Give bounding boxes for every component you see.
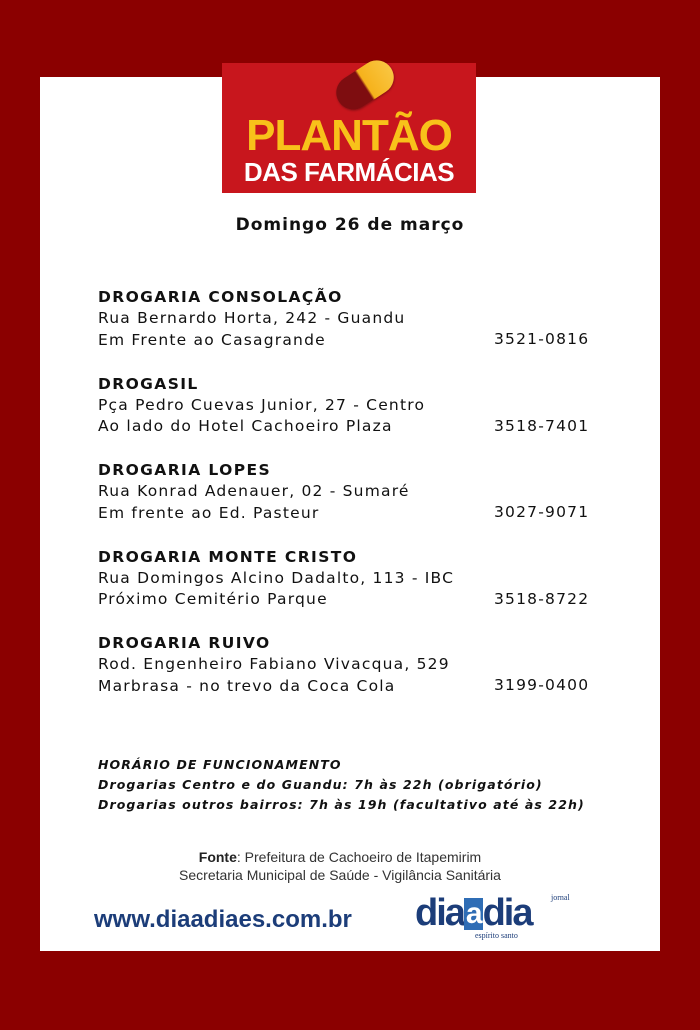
pharmacy-address: Rod. Engenheiro Fabiano Vivacqua, 529 — [98, 655, 450, 673]
pharmacy-address: Pça Pedro Cuevas Junior, 27 - Centro — [98, 395, 426, 414]
pharmacy-phone: 3199-0400 — [494, 676, 590, 694]
source-line2: Secretaria Municipal de Saúde - Vigilância Sanitária — [179, 867, 501, 883]
brand-wordmark — [415, 893, 532, 933]
pharmacy-reference: Em Frente ao Casagrande — [98, 330, 326, 349]
brand-jornal: jornal — [551, 893, 570, 902]
pharmacy-reference: Marbrasa - no trevo da Coca Cola — [98, 676, 396, 695]
pharmacy-phone: 3518-7401 — [494, 416, 590, 435]
logo-title-line2: DAS FARMÁCIAS — [243, 157, 455, 187]
hours-line-center: Drogarias Centro e do Guandu: 7h às 22h (obrigatório) — [98, 777, 543, 792]
pharmacy-name: DROGARIA RUIVO — [98, 634, 271, 652]
pharmacy-address: Rua Domingos Alcino Dadalto, 113 - IBC — [98, 568, 455, 587]
pharmacy-reference: Em frente ao Ed. Pasteur — [98, 503, 320, 522]
pharmacy-list — [98, 286, 618, 719]
hours-line-other: Drogarias outros bairros: 7h às 19h (facultativo até às 22h) — [98, 797, 585, 812]
diaadia-logo — [415, 893, 580, 943]
logo-title-line1: PLANTÃO — [246, 111, 452, 160]
website-link[interactable]: www.diaadiaes.com.br — [94, 906, 352, 933]
opening-hours — [98, 755, 638, 815]
source-line1: : Prefeitura de Cachoeiro de Itapemirim — [236, 849, 482, 865]
brand-a: a — [465, 897, 481, 930]
source-credit — [40, 848, 640, 884]
pharmacy-entry — [98, 546, 618, 633]
hours-title: HORÁRIO DE FUNCIONAMENTO — [98, 757, 342, 772]
pharmacy-name: DROGASIL — [98, 374, 199, 393]
date-heading: Domingo 26 de março — [235, 215, 465, 235]
pharmacy-entry — [98, 459, 618, 546]
pharmacy-name: DROGARIA LOPES — [98, 461, 272, 479]
pharmacy-entry — [98, 286, 618, 373]
pharmacy-entry — [98, 632, 618, 719]
plantao-logo — [222, 63, 476, 193]
pharmacy-address: Rua Konrad Adenauer, 02 - Sumaré — [98, 482, 410, 500]
pharmacy-reference: Ao lado do Hotel Cachoeiro Plaza — [98, 417, 393, 435]
source-label: Fonte — [198, 849, 237, 865]
brand-subtitle: espírito santo — [475, 931, 518, 940]
brand-right: dia — [482, 892, 532, 934]
pharmacy-address: Rua Bernardo Horta, 242 - Guandu — [98, 309, 406, 327]
pharmacy-entry — [98, 373, 618, 460]
pharmacy-phone: 3027-9071 — [494, 503, 590, 521]
pharmacy-reference: Próximo Cemitério Parque — [98, 590, 328, 608]
capsule-icon — [330, 54, 401, 116]
brand-left: dia — [415, 892, 464, 934]
pharmacy-name: DROGARIA CONSOLAÇÃO — [98, 288, 343, 306]
pharmacy-name: DROGARIA MONTE CRISTO — [98, 547, 358, 566]
pharmacy-phone: 3521-0816 — [494, 330, 590, 348]
pharmacy-phone: 3518-8722 — [494, 589, 590, 608]
